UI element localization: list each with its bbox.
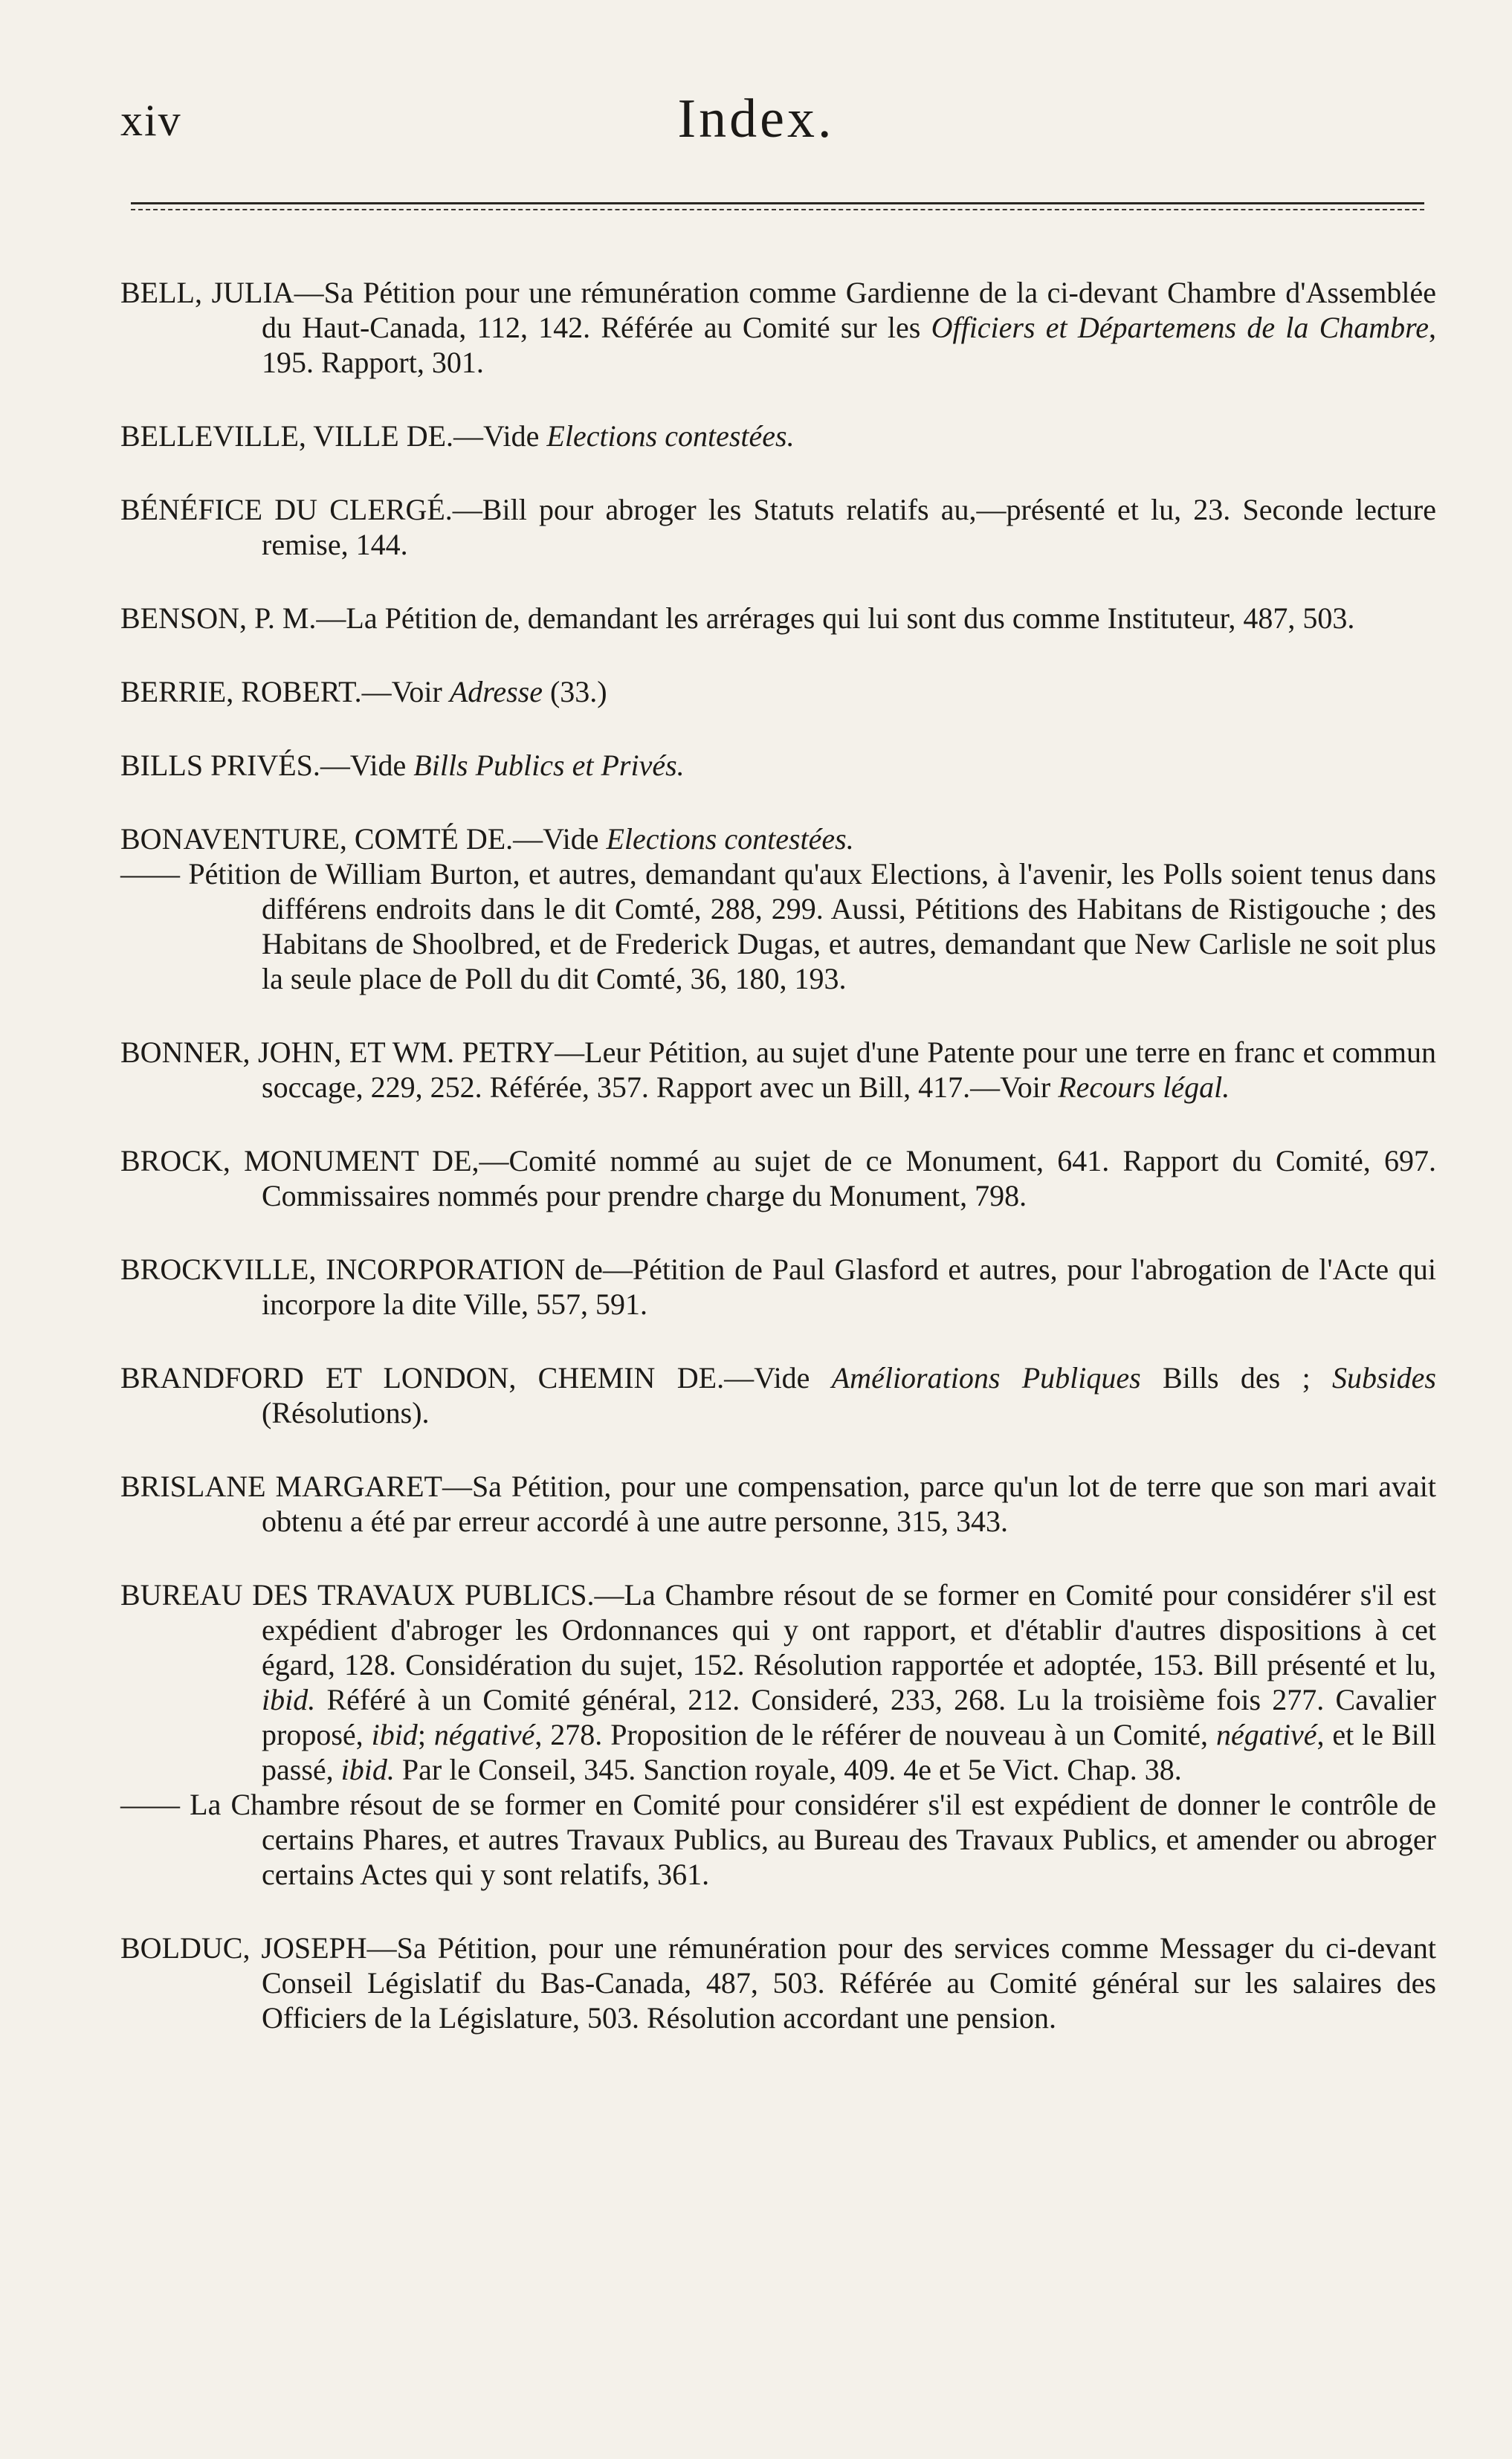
index-entry <box>120 1469 1436 1539</box>
index-entry <box>120 492 1436 562</box>
entry-text: BILLS PRIVÉS.—Vide <box>120 749 414 782</box>
entry-text-italic: négativé <box>433 1718 535 1751</box>
entry-text: —— Pétition de William Burton, et autres, demandant qu'aux Elections, à l'avenir, les Polls soient tenus dans différens endroits dans le dit Comté, 288, 299. Aussi, Pétitions des Habitans de Ristigouche ; des Habitans de Shoolbred, et de Frederick Dugas, et autres, demandant que New Carlisle ne soit plus la seule place de Poll du dit Comté, 36, 180, 193. <box>120 857 1436 995</box>
entry-text-italic: Bills Publics et Privés. <box>413 749 685 782</box>
entry-text-italic: Adresse <box>449 675 543 708</box>
entry-text-italic: ibid. <box>262 1683 316 1716</box>
index-entries <box>120 245 1436 2074</box>
entry-text: BOLDUC, JOSEPH—Sa Pétition, pour une rémunération pour des services comme Messager du ci-devant Conseil Législatif du Bas-Canada, 487, 503. Référée au Comité général sur les salaires des Officiers de la Législature, 503. Résolution accordant une pension. <box>120 1931 1436 2035</box>
entry-text-italic: Subsides <box>1332 1361 1436 1395</box>
entry-text: BELL, JULIA—Sa Pétition pour une rémunération comme Gardienne de la ci-devant Chambre d'Assemblée du Haut-Canada, 112, 142. Référée au Comité sur les <box>120 276 1436 344</box>
index-entry <box>120 674 1436 709</box>
entry-text: ; <box>417 1718 434 1751</box>
entry-text: , 195. Rapport, 301. <box>262 311 1437 379</box>
index-entry <box>120 748 1436 783</box>
index-entry <box>120 275 1436 380</box>
index-entry <box>120 1252 1436 1322</box>
entry-text: BUREAU DES TRAVAUX PUBLICS.—La Chambre résout de se former en Comité pour considérer s'il est expédient d'abroger les Ordonnances qui y ont rapport, et d'établir d'autres dispositions à cet égard, 128. Considération du sujet, 152. Résolution rapportée et adoptée, 153. Bill présenté et lu, <box>120 1578 1436 1681</box>
entry-text: (33.) <box>542 675 607 708</box>
entry-text: BERRIE, ROBERT.—Voir <box>120 675 450 708</box>
header-rule <box>131 202 1424 210</box>
index-entry <box>120 1035 1436 1105</box>
index-entry <box>120 419 1436 453</box>
index-entry <box>120 1143 1436 1213</box>
entry-text: Bills des ; <box>1140 1361 1332 1395</box>
entry-text: , et le Bill passé, <box>262 1718 1436 1786</box>
entry-text-italic: ibid. <box>340 1753 395 1786</box>
entry-text-italic: Elections contestées. <box>546 419 795 453</box>
entry-text: Référé à un Comité général, 212. Consideré, 233, 268. Lu la troisième fois 277. Cavalier proposé, <box>262 1683 1436 1751</box>
entry-text: Par le Conseil, 345. Sanction royale, 409. 4e et 5e Vict. Chap. 38. <box>394 1753 1182 1786</box>
entry-text: BRANDFORD ET LONDON, CHEMIN DE.—Vide <box>120 1361 832 1395</box>
page-number: xiv <box>120 96 182 145</box>
index-entry <box>120 1577 1436 1787</box>
entry-text-italic: Améliorations Publiques <box>831 1361 1141 1395</box>
entry-text: BÉNÉFICE DU CLERGÉ.—Bill pour abroger les Statuts relatifs au,—présenté et lu, 23. Seconde lecture remise, 144. <box>120 493 1436 561</box>
index-entry <box>120 821 1436 856</box>
entry-text-italic: Elections contestées. <box>606 822 854 856</box>
index-entry <box>120 601 1436 636</box>
page-title: Index. <box>677 88 835 149</box>
entry-text: , 278. Proposition de le référer de nouveau à un Comité, <box>534 1718 1216 1751</box>
entry-text: BROCKVILLE, INCORPORATION de—Pétition de Paul Glasford et autres, pour l'abrogation de l'Acte qui incorpore la dite Ville, 557, 591. <box>120 1253 1436 1321</box>
index-subentry <box>120 856 1436 996</box>
entry-text-italic: négativé <box>1215 1718 1317 1751</box>
entry-text-italic: Recours légal. <box>1058 1070 1230 1104</box>
index-entry <box>120 1930 1436 2035</box>
entry-text: —— La Chambre résout de se former en Comité pour considérer s'il est expédient de donner le contrôle de certains Phares, et autres Travaux Publics, au Bureau des Travaux Publics, et amender ou abroger certains Actes qui y sont relatifs, 361. <box>120 1788 1436 1891</box>
entry-text: BONNER, JOHN, ET WM. PETRY—Leur Pétition, au sujet d'une Patente pour une terre en franc et commun soccage, 229, 252. Référée, 357. Rapport avec un Bill, 417.—Voir <box>120 1035 1436 1104</box>
entry-text: BENSON, P. M.—La Pétition de, demandant les arrérages qui lui sont dus comme Instituteur, 487, 503. <box>120 601 1355 635</box>
index-entry <box>120 1360 1436 1430</box>
entry-text: BONAVENTURE, COMTÉ DE.—Vide <box>120 822 607 856</box>
entry-text-italic: ibid <box>371 1718 418 1751</box>
entry-text: BROCK, MONUMENT DE,—Comité nommé au sujet de ce Monument, 641. Rapport du Comité, 697. Commissaires nommés pour prendre charge du Monument, 798. <box>120 1144 1436 1212</box>
entry-text-italic: Officiers et Départemens de la Chambre <box>931 311 1429 344</box>
entry-text: BELLEVILLE, VILLE DE.—Vide <box>120 419 547 453</box>
index-subentry <box>120 1787 1436 1892</box>
entry-text: BRISLANE MARGARET—Sa Pétition, pour une compensation, parce qu'un lot de terre que son mari avait obtenu a été par erreur accordé à une autre personne, 315, 343. <box>120 1470 1436 1538</box>
entry-text: (Résolutions). <box>262 1396 430 1429</box>
